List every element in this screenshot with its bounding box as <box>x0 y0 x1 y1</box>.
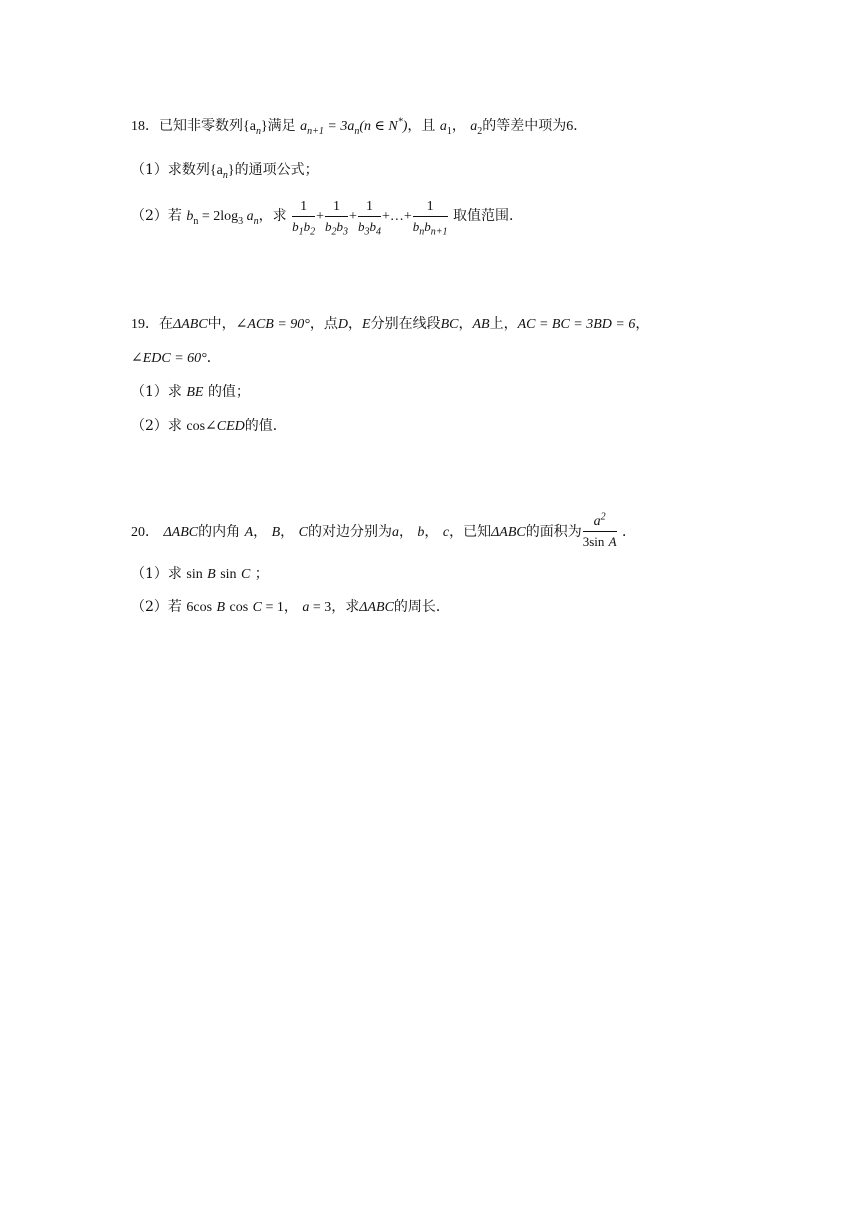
problem-19-stem-cont: ∠EDC = 60°． <box>131 350 221 366</box>
fraction-term: $\frac{1}{b_2b_3}$ <box>325 198 349 238</box>
problem-number: 18． <box>131 119 159 134</box>
problem-19-part-1: （1）求 BE 的值； <box>131 384 250 400</box>
area-fraction: $\frac{a^2}{\text{3sin A}}$ <box>582 511 617 549</box>
fraction-term: $\frac{1}{b_1b_2}$ <box>292 198 316 238</box>
problem-19-part-2: （2）求 cos∠CED的值． <box>131 418 287 434</box>
problem-20-stem: 20． ΔABC的内角 A， B， C的对边分别为a， b， c，已知ΔABC的面积为 $\frac{a^2}{\text{3sin A}}$ ． <box>131 511 636 549</box>
problem-number: 20． <box>131 525 159 540</box>
recurrence-formula: $a_{n+1} = 3a_n(n$ ∈ N*) <box>300 116 408 137</box>
problem-18-part-1: （1）求数列$\{a_n\}$的通项公式； <box>131 162 319 181</box>
fraction-term: $\frac{1}{b_3b_4}$ <box>357 198 381 238</box>
fraction-term: $\frac{1}{b_nb_{n+1}}$ <box>412 198 448 238</box>
problem-18-stem: 18．已知非零数列$\{a_n\}$满足 $a_{n+1} = 3a_n(n$ ∈ N*)，且 $a_1$， $a_2$的等差中项为6． <box>131 116 588 137</box>
problem-20-part-2: （2）若 6cos B cos C = 1， a = 3，求ΔABC的周长． <box>131 599 450 615</box>
problem-18-part-2: （2）若 $b_n = 2\log_3$ $a_n$，求 $\frac{1}{b_1b_2}$ + $\frac{1}{b_2b_3}$ + $\frac{1}{b_3b_4}$ +…+ $\frac{1}{b_nb_{n+1}}$ 取值范围． <box>131 198 523 238</box>
problem-number: 19． <box>131 317 159 332</box>
problem-20-part-1: （1）求 sin B sin C ； <box>131 566 269 582</box>
problem-19-stem: 19．在ΔABC中，∠ACB = 90°，点D，E分别在线段BC，AB上，AC = BC = 3BD = 6， <box>131 316 650 332</box>
